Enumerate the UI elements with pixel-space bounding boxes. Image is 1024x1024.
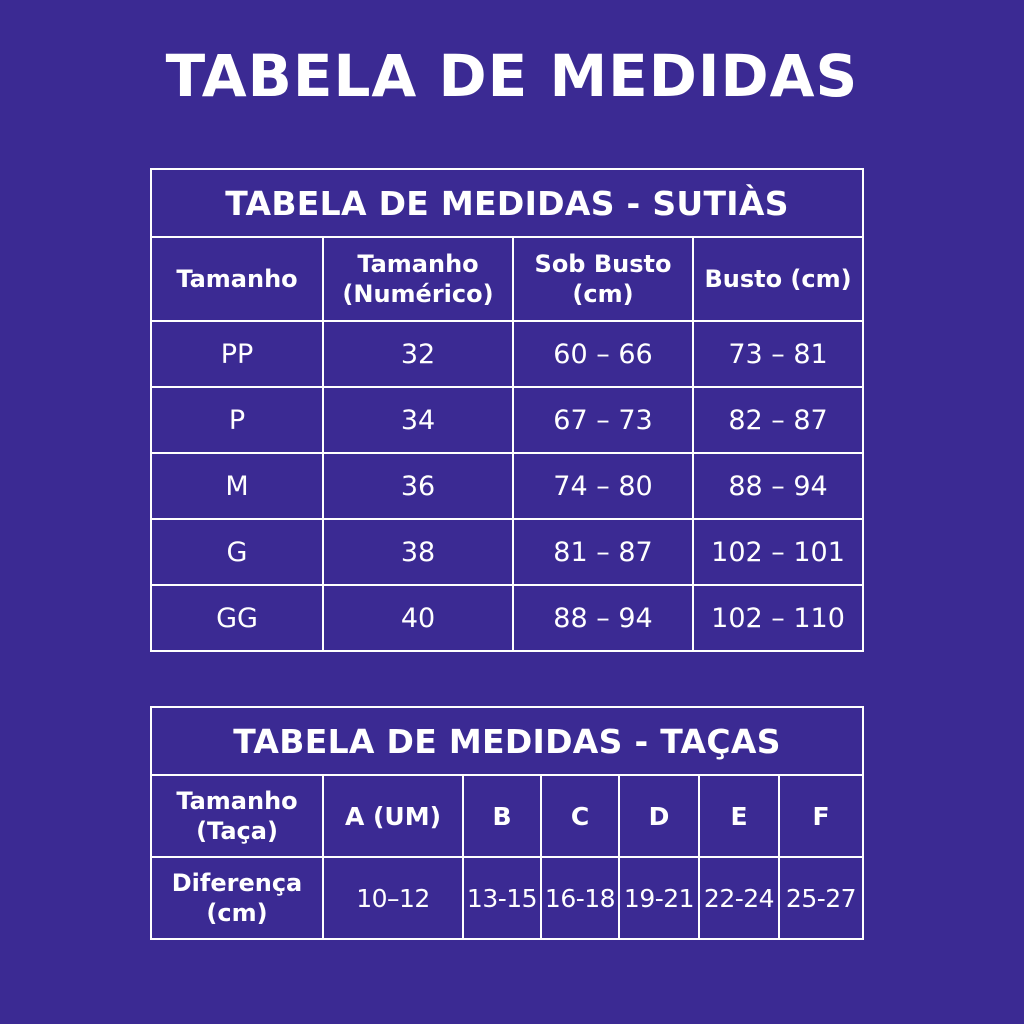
table-row [151,857,863,939]
size-cell: G [151,519,323,585]
size-cell: M [151,453,323,519]
bust-cell: 82 – 87 [693,387,863,453]
cup-sizes-table [150,706,864,940]
cup-sizes-table-title: TABELA DE MEDIDAS - TAÇAS [151,707,863,775]
underbust-cell: 81 – 87 [513,519,693,585]
size-cell: P [151,387,323,453]
numeric-size-cell: 40 [323,585,513,651]
bra-sizes-table [150,168,864,652]
header-bust: Busto (cm) [693,237,863,321]
difference-cell: 22-24 [699,857,779,939]
cup-cell: B [463,775,541,857]
header-cup-size: Tamanho (Taça) [151,775,323,857]
page-title: TABELA DE MEDIDAS [165,42,859,110]
header-difference: Diferença (cm) [151,857,323,939]
numeric-size-cell: 36 [323,453,513,519]
underbust-cell: 67 – 73 [513,387,693,453]
size-cell: PP [151,321,323,387]
bust-cell: 102 – 110 [693,585,863,651]
table-row [151,775,863,857]
underbust-cell: 60 – 66 [513,321,693,387]
cup-cell: E [699,775,779,857]
table-row [151,519,863,585]
underbust-cell: 88 – 94 [513,585,693,651]
numeric-size-cell: 38 [323,519,513,585]
size-cell: GG [151,585,323,651]
cup-cell: C [541,775,619,857]
difference-cell: 13-15 [463,857,541,939]
header-underbust: Sob Busto (cm) [513,237,693,321]
bust-cell: 88 – 94 [693,453,863,519]
bra-sizes-table-title: TABELA DE MEDIDAS - SUTIÀS [151,169,863,237]
table-row [151,585,863,651]
numeric-size-cell: 34 [323,387,513,453]
cup-cell: A (UM) [323,775,463,857]
difference-cell: 19-21 [619,857,699,939]
difference-cell: 10–12 [323,857,463,939]
difference-cell: 16-18 [541,857,619,939]
cup-cell: F [779,775,863,857]
table-row [151,321,863,387]
header-numeric-size: Tamanho (Numérico) [323,237,513,321]
numeric-size-cell: 32 [323,321,513,387]
cup-cell: D [619,775,699,857]
table-row [151,453,863,519]
bust-cell: 102 – 101 [693,519,863,585]
difference-cell: 25-27 [779,857,863,939]
header-size: Tamanho [151,237,323,321]
underbust-cell: 74 – 80 [513,453,693,519]
table-row [151,387,863,453]
bust-cell: 73 – 81 [693,321,863,387]
